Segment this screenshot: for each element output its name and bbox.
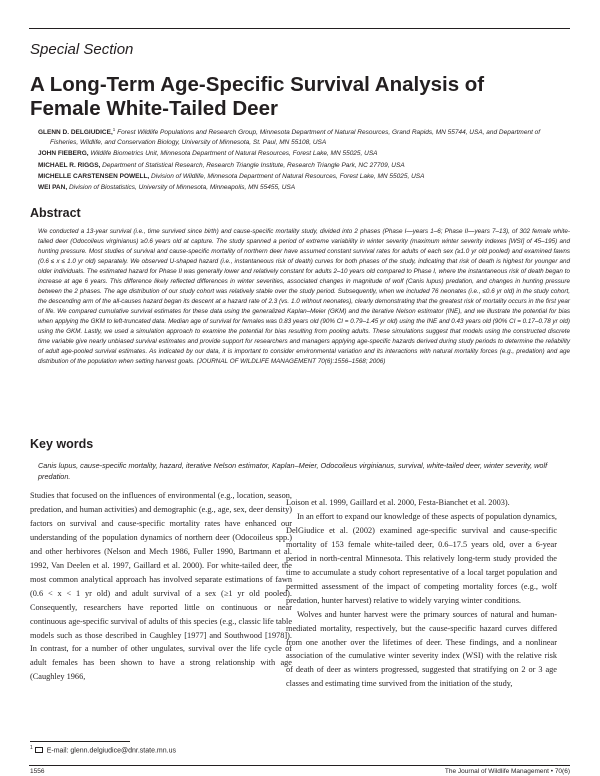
author-name: WEI PAN, (38, 183, 68, 191)
author-affiliation: Department of Statistical Research, Research Triangle Institute, Research Triangle Park, NC 27709, USA (102, 161, 405, 169)
body-paragraph: Studies that focused on the influences of environmental (e.g., location, season, predation, and human activities) and demographic (e.g., age, sex, deer density) factors on survival and cause-specific mortality rates have enhanced our understanding of the population dynamics of northern deer (Odocoileus spp.) and other herbivores (Nelson and Mech 1986, Fuller 1990, Bartmann et al. 1992, Van Deelen et al. 1997, Gaillard et al. 2000). For white-tailed deer, the most common analytical approach has involved separate estimations of fawn (0.6 < x < 1 yr old) and adult survival of a sex (≥1 yr old pooled). Consequently, researchers have reported little on continuous or near continuous age-specific survival of adults of this species (e.g., classic life table models such as those described in Caughley [1977] and Southwood [1978]). In contrast, for a number of other ungulates, survival over the life cycle of adult females has been shown to have a strong relationship with age (Caughley 1966, (30, 491, 292, 682)
page-number: 1556 (30, 768, 45, 775)
body-column-left (30, 489, 292, 684)
abstract-text: We conducted a 13-year survival (i.e., time survived since birth) and cause-specific mortality study, divided into 2 phases (Phase I—years 1–6; Phase II—years 7–13), of 302 female white-tailed deer (Odocoileus virginianus) ≥0.6 years old at capture. The study spanned a period of extreme variability in winter severity (maximum winter severity indexes [WSI] of 45–195) and hunting pressure. Most studies of survival and cause-specific mortality of northern deer have assumed constant survival rates for adults of each sex (≥1.0 yr old pooled) and examined fawns (0.6 ≤ x ≤ 1.0 yr old) separately. We observed U-shaped hazard (i.e., instantaneous risk of death) curves for both phases of the study, indicating that risk of death is highest for younger and older individuals. The estimated hazard for Phase II was generally lower and relatively constant for adults 2–10 years old compared to Phase I, where the instantaneous risk of death began to increase at age 6 years. This difference likely reflected differences in winter severities, associated changes in magnitude of wolf (Canis lupus) predation, and changes in hunting pressure between the 2 phases. The age distribution of our study cohort was relatively stable over the study period. Subsequently, when we included 76 neonates (i.e., ≤0.6 yr old) in the study cohort, the descending arm of the all-causes hazard began its descent at a hazard rate of 2.3 (vs. 1.0 without neonates), clearly demonstrating that the greatest risk of mortality occurs in the first year of life. We compared cumulative survival estimates for these data using the generalized Kaplan–Meier (GKM) and the iterative Nelson estimator (INE), and we illustrate the potential for bias when applying the GKM to left-truncated data. Median age of survival for females was 0.83 years old (90% CI = 0.79–1.45 yr old) using the INE and 0.43 years old (90% CI = 0.17–0.78 yr old) using the GKM. Lastly, we used a simulation approach to examine the potential for bias resulting from pooling adults. These simulations suggest that models using the constructed discrete time variable give nearly unbiased survival estimates and provide support for researchers and managers applying age-specific hazards derived during study periods to determine the reliability of adult age-pooled survival estimates. As indicated by our data, it is important to consider environmental variation and its interactions with natural mortality forces (e.g., predation) and age distribution of the population when setting harvest goals. (JOURNAL OF WILDLIFE MANAGEMENT 70(6):1556–1568; 2006) (38, 228, 570, 365)
title-line-2: Female White-Tailed Deer (30, 96, 278, 120)
author-list (38, 125, 570, 194)
email-icon (35, 747, 43, 753)
author-name: JOHN FIEBERG, (38, 150, 89, 158)
author-entry (38, 161, 570, 171)
author-affiliation: Division of Biostatistics, University of Minnesota, Minneapolis, MN 55455, USA (68, 183, 296, 191)
footnote-text[interactable]: E-mail: glenn.delgiudice@dnr.state.mn.us (46, 747, 176, 755)
body-paragraph: In an effort to expand our knowledge of these aspects of population dynamics, DelGiudice et al. (2002) examined age-specific survival and cause-specific mortality of 153 female white-tailed deer, 0.6–17.5 years old, over a 6-year period in north-central Minnesota. This relatively long-term study provided the time to accumulate a study cohort representative of a local target population and permitted assessment of the impact of competing mortality forces (e.g., wolf predation, hunter harvest) relative to widely varying winter conditions. (286, 511, 557, 605)
author-entry (38, 183, 570, 193)
body-column-right (286, 496, 557, 691)
journal-info: The Journal of Wildlife Management • 70(6) (444, 768, 570, 775)
section-label: Special Section (30, 41, 134, 58)
author-entry (38, 172, 570, 182)
author-name: GLENN D. DELGIUDICE, (38, 129, 113, 137)
body-paragraph: Loison et al. 1999, Gaillard et al. 2000, Festa-Bianchet et al. 2003). (286, 498, 510, 507)
author-footnote-marker: 1 (112, 127, 116, 132)
keywords-heading: Key words (30, 437, 94, 451)
title-line-1: A Long-Term Age-Specific Survival Analysis of (30, 73, 485, 96)
author-affiliation: Wildlife Biometrics Unit, Minnesota Department of Natural Resources, Forest Lake, MN 55025, USA (90, 150, 378, 158)
author-entry (38, 125, 570, 148)
body-paragraph: Wolves and hunter harvest were the primary sources of natural and human-mediated mortality, respectively, but the cause-specific hazard curves differed from one another over the lifetimes of deer. These findings, and a nonlinear association of the cumulative winter severity index (WSI) with the relative risk of death of deer as winters progressed, suggested that stratifying on 2 or 3 age classes and estimating time survived from the initiation of the study, (286, 609, 557, 689)
keywords-text: Canis lupus, cause-specific mortality, hazard, iterative Nelson estimator, Kaplan–Meier, Odocoileus virginianus, survival, white-tailed deer, winter severity, wolf predation. (38, 461, 548, 481)
author-entry (38, 149, 570, 159)
author-name: MICHAEL R. RIGGS, (38, 161, 101, 169)
footnote-rule (30, 741, 130, 742)
footer-rule (29, 765, 570, 766)
author-affiliation: Forest Wildlife Populations and Research Group, Minnesota Department of Natural Resources, Grand Rapids, MN 55744, USA, and Department of Fisheries, Wildlife, and Conservation Biology, University of Minnesota, St. Paul, MN 55108, USA (50, 129, 541, 147)
abstract-heading: Abstract (30, 206, 81, 220)
author-name: MICHELLE CARSTENSEN POWELL, (38, 172, 150, 180)
footnote (30, 745, 176, 754)
author-affiliation: Division of Wildlife, Minnesota Department of Natural Resources, Forest Lake, MN 55025, USA (151, 172, 425, 180)
footnote-marker: 1 (30, 745, 33, 751)
top-rule (29, 28, 570, 29)
article-title (30, 73, 570, 120)
